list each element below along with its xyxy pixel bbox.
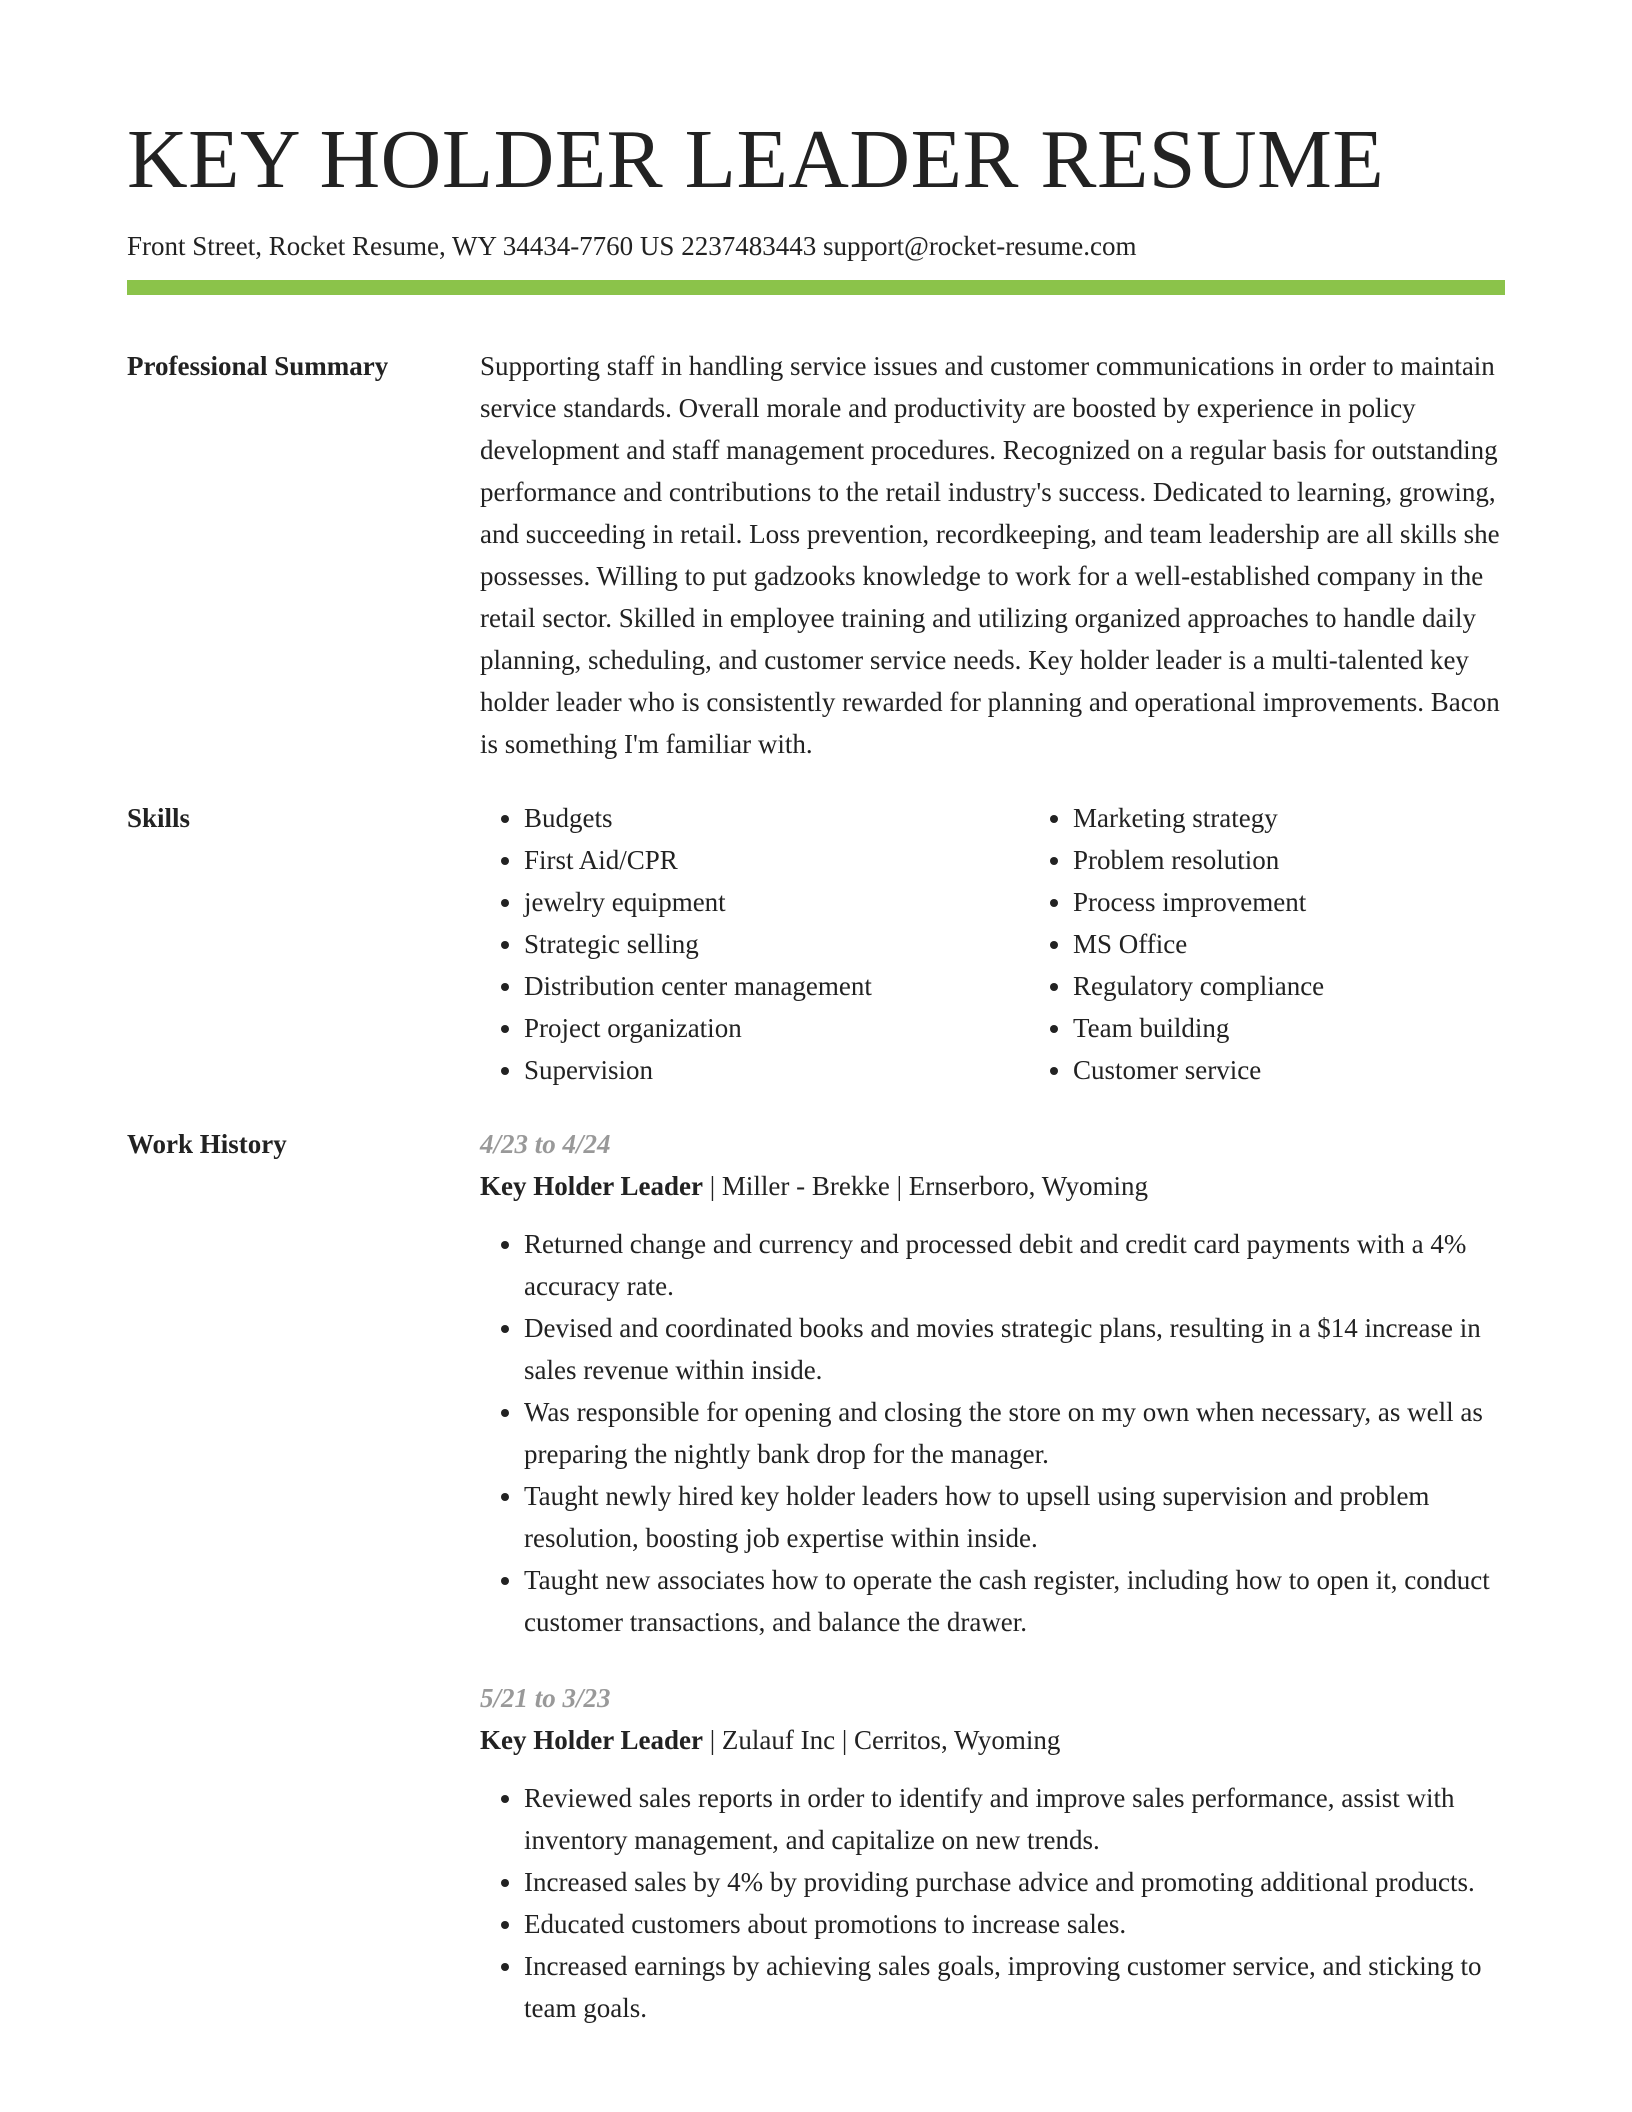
job-dates: 5/21 to 3/23 <box>480 1683 611 1714</box>
job-bullet: • Taught new associates how to operate the cash register, including how to open it, conduct customer transactions, and balance the drawer. <box>524 1559 1505 1643</box>
job-bullet: • Returned change and currency and processed debit and credit card payments with a 4% accuracy rate. <box>524 1223 1505 1307</box>
skill-item: • jewelry equipment <box>524 881 1029 923</box>
job-bullet: • Taught newly hired key holder leaders how to upsell using supervision and problem resolution, boosting job expertise within inside. <box>524 1475 1505 1559</box>
summary-text: Supporting staff in handling service issues and customer communications in order to maintain service standards. Overall morale and productivity are boosted by experience in policy development and staff management procedures. Recognized on a regular basis for outstanding performance and contributions to the retail industry's success. Dedicated to learning, growing, and succeeding in retail. Loss prevention, recordkeeping, and team leadership are all skills she possesses. Willing to put gadzooks knowledge to work for a well-established company in the retail sector. Skilled in employee training and utilizing organized approaches to handle daily planning, scheduling, and customer service needs. Key holder leader is a multi-talented key holder leader who is consistently rewarded for planning and operational improvements. Bacon is something I'm familiar with. <box>480 351 1500 760</box>
skill-item: • Supervision <box>524 1049 1029 1091</box>
job-dates: 4/23 to 4/24 <box>480 1129 611 1160</box>
job-title: Key Holder Leader <box>480 1725 703 1756</box>
skill-item: • MS Office <box>1073 923 1578 965</box>
contact-info: Front Street, Rocket Resume, WY 34434-7760 US 2237483443 support@rocket-resume.com <box>127 231 1137 261</box>
skill-item: • Process improvement <box>1073 881 1578 923</box>
skills-label: Skills <box>127 803 191 834</box>
job-title-line <box>480 1165 1505 1207</box>
job-title: Key Holder Leader <box>480 1171 703 1202</box>
job-bullet: • Devised and coordinated books and movies strategic plans, resulting in a $14 increase in sales revenue within inside. <box>524 1307 1505 1391</box>
work-history-label: Work History <box>127 1129 287 1160</box>
skills-section <box>127 797 1505 1091</box>
skills-body <box>480 797 1578 1091</box>
job-bullet: • Was responsible for opening and closing the store on my own when necessary, as well as preparing the nightly bank drop for the manager. <box>524 1391 1505 1475</box>
job-entry <box>480 1677 1505 2029</box>
work-history-section <box>127 1123 1505 2029</box>
summary-section <box>127 345 1505 765</box>
skill-item: • Regulatory compliance <box>1073 965 1578 1007</box>
skills-list-right <box>1029 797 1578 1091</box>
job-bullet-list <box>480 1777 1505 2029</box>
job-bullet: • Increased sales by 4% by providing purchase advice and promoting additional products. <box>524 1861 1505 1903</box>
skill-item: • Distribution center management <box>524 965 1029 1007</box>
skill-item: • Problem resolution <box>1073 839 1578 881</box>
job-entry <box>480 1123 1505 1643</box>
summary-body <box>480 345 1505 765</box>
skill-item: • Marketing strategy <box>1073 797 1578 839</box>
job-bullet: • Increased earnings by achieving sales goals, improving customer service, and sticking to team goals. <box>524 1945 1505 2029</box>
job-bullet-list <box>480 1223 1505 1643</box>
job-bullet: • Educated customers about promotions to increase sales. <box>524 1903 1505 1945</box>
skill-item: • Project organization <box>524 1007 1029 1049</box>
work-history-body <box>480 1123 1505 2029</box>
job-title-line <box>480 1719 1505 1761</box>
skill-item: • Strategic selling <box>524 923 1029 965</box>
skill-item: • Team building <box>1073 1007 1578 1049</box>
job-employer-location: | Zulauf Inc | Cerritos, Wyoming <box>702 1725 1061 1756</box>
summary-label: Professional Summary <box>127 351 389 382</box>
job-bullet: • Reviewed sales reports in order to identify and improve sales performance, assist with inventory management, and capitalize on new trends. <box>524 1777 1505 1861</box>
job-employer-location: | Miller - Brekke | Ernserboro, Wyoming <box>702 1171 1149 1202</box>
skill-item: • First Aid/CPR <box>524 839 1029 881</box>
skills-list-left <box>480 797 1029 1091</box>
header-divider <box>127 280 1505 295</box>
skill-item: • Budgets <box>524 797 1029 839</box>
resume-title: KEY HOLDER LEADER RESUME <box>127 113 1385 206</box>
skill-item: • Customer service <box>1073 1049 1578 1091</box>
